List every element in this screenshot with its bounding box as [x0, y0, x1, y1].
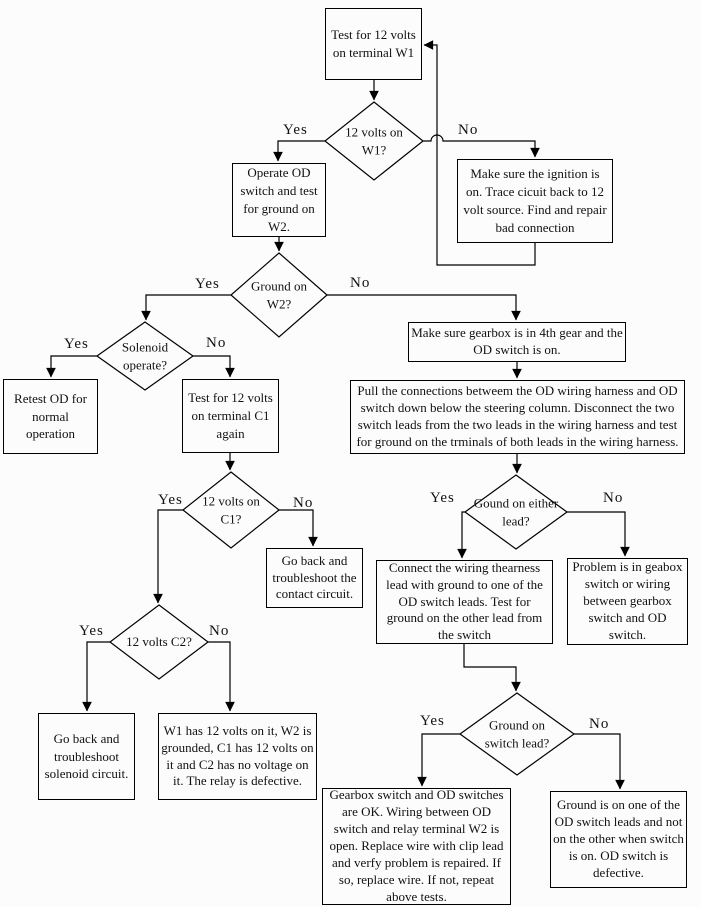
edge-dc2-no [208, 642, 230, 711]
node-ignition: Make sure the ignition is on. Trace cicuit back to 12 volt source. Find and repair bad connection [457, 159, 613, 243]
branch-label-w1-yes: Yes [283, 122, 308, 138]
decision-12v-c2-label: 12 volts C2? [126, 634, 192, 650]
node-solenoid-circuit: Go back and troubleshoot solenoid circuit. [38, 713, 135, 800]
edge-dswitch-no [574, 734, 620, 789]
edge-dw1-no [423, 135, 535, 157]
decision-12v-c1-label: 12 volts on C1? [202, 493, 260, 526]
node-operate-od: Operate OD switch and test for ground on W2. [232, 163, 326, 237]
node-wiring-open: Gearbox switch and OD switches are OK. Wiring between OD switch and relay terminal W2 is open. Replace wire with clip lead and verfy problem is repaired. If so, replace wire. If not, repeat above tests. [322, 788, 511, 905]
edge-dw2-no [327, 295, 516, 320]
node-test-c1: Test for 12 volts on terminal C1 again [182, 379, 279, 453]
branch-label-switch-yes: Yes [420, 713, 445, 729]
decision-switch-lead-label: Ground on switch lead? [484, 717, 550, 750]
branch-label-w2-yes: Yes [195, 276, 220, 292]
decision-solenoid-label: Solenoid operate? [121, 339, 169, 372]
decision-12v-w1-label: 12 volts on W1? [345, 124, 403, 157]
branch-label-c2-yes: Yes [79, 623, 104, 639]
branch-label-solenoid-yes: Yes [64, 336, 89, 352]
edge-dc1-no [279, 510, 313, 546]
edge-connect-dswitch [464, 644, 516, 691]
node-retest-od: Retest OD for normal operation [3, 379, 98, 454]
decision-either-lead-label: Gound on either lead? [473, 495, 559, 528]
edge-dw2-yes [146, 295, 231, 320]
branch-label-w2-no: No [350, 275, 371, 291]
node-connect-harness: Connect the wiring thearness lead with ground to one of the OD switch leads. Test for ground on the other lead from the switch [376, 560, 553, 644]
edge-solenoid-no [193, 356, 230, 377]
node-relay-defective: W1 has 12 volts on it, W2 is grounded, C1 has 12 volts on it and C2 has no voltage on it. The relay is defective. [158, 713, 317, 800]
node-contact-circuit: Go back and troubleshoot the contact circuit. [266, 548, 363, 608]
edge-either-no [567, 512, 625, 556]
node-switch-defective: Ground is on one of the OD switch leads and not on the other when switch is on. OD switch is defective. [550, 791, 687, 888]
node-test-w1: Test for 12 volts on terminal W1 [325, 8, 422, 80]
node-pull-connections: Pull the connections betweem the OD wiring harness and OD switch down below the steering column. Disconnect the two switch leads from the two leads in the wiring harness and test for ground on the trminals of both leads in the wiring harness. [350, 380, 685, 454]
branch-label-c1-no: No [293, 495, 314, 511]
branch-label-c2-no: No [209, 623, 230, 639]
branch-label-w1-no: No [458, 122, 479, 138]
node-gearbox-4th: Make sure gearbox is in 4th gear and the OD switch is on. [408, 322, 626, 362]
branch-label-switch-no: No [589, 716, 610, 732]
edge-either-yes [462, 512, 465, 558]
branch-label-either-no: No [603, 490, 624, 506]
branch-label-solenoid-no: No [206, 335, 227, 351]
edge-dw1-yes [278, 141, 325, 161]
branch-label-either-yes: Yes [430, 490, 455, 506]
branch-label-c1-yes: Yes [158, 492, 183, 508]
edge-dc2-yes [87, 642, 110, 711]
edge-solenoid-yes [51, 356, 97, 377]
edge-dc1-yes [158, 510, 183, 603]
edge-dswitch-yes [422, 734, 460, 786]
decision-ground-w2-label: Ground on W2? [251, 278, 307, 311]
node-problem-gearbox: Problem is in geabox switch or wiring between gearbox switch and OD switch. [567, 558, 688, 645]
